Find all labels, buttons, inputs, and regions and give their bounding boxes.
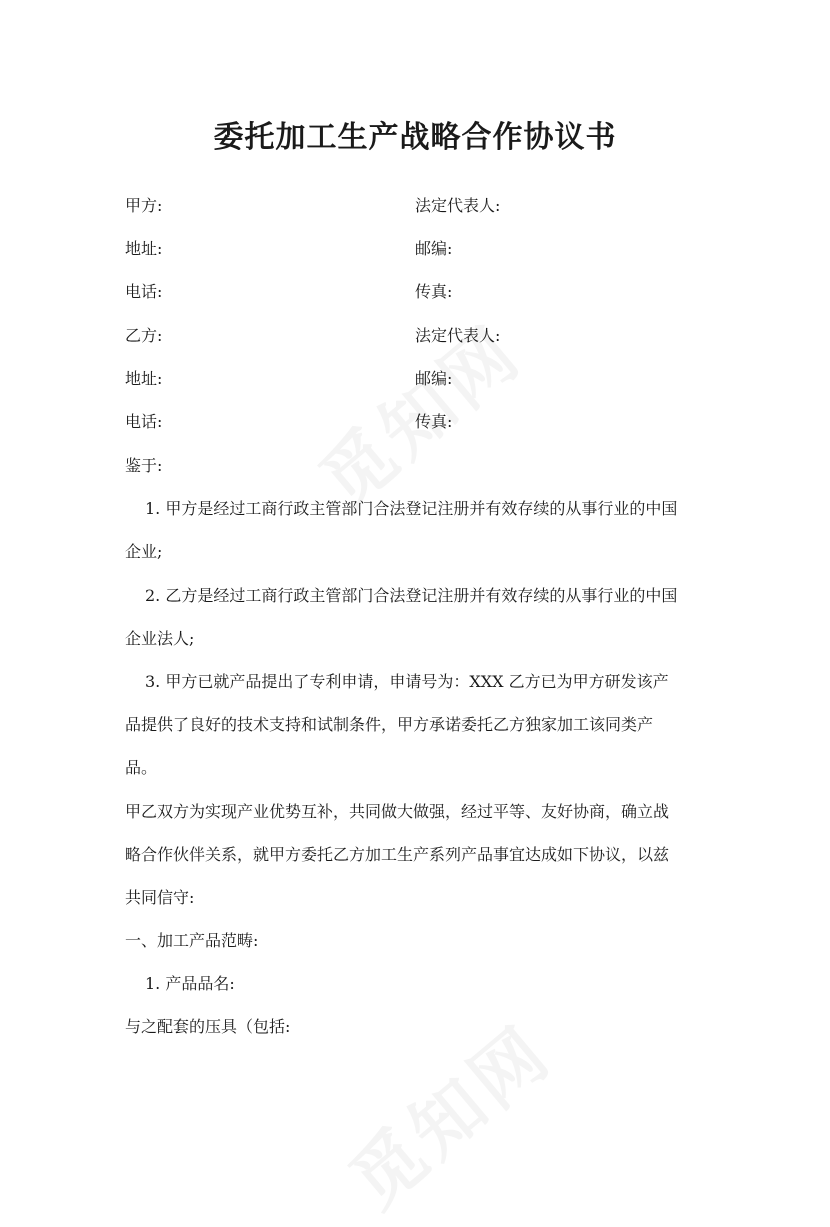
whereas-heading: 鉴于: (125, 456, 163, 475)
whereas-item-1: 1. 甲方是经过工商行政主管部门合法登记注册并有效存续的从事行业的中国 (145, 499, 678, 519)
fax-label: 传真: (415, 282, 453, 302)
field-row (125, 278, 725, 321)
party-b-label: 乙方: (125, 325, 163, 345)
field-row (125, 235, 725, 278)
tooling-line: 与之配套的压具（包括: (125, 1017, 291, 1037)
whereas-item-3-cont: 品提供了良好的技术支持和试制条件，甲方承诺委托乙方独家加工该同类产 (125, 715, 654, 735)
postcode-label: 邮编: (415, 368, 453, 388)
address-label: 地址: (125, 368, 163, 388)
whereas-item-2: 2. 乙方是经过工商行政主管部门合法登记注册并有效存续的从事行业的中国 (145, 585, 678, 605)
phone-label: 电话: (125, 282, 163, 302)
party-a-label: 甲方: (125, 196, 163, 215)
field-row (125, 192, 725, 235)
whereas-item-3-cont: 品。 (125, 758, 158, 778)
whereas-item-1-cont: 企业; (125, 542, 163, 562)
legal-rep-label: 法定代表人: (415, 196, 501, 215)
agreement-body (125, 450, 710, 1055)
legal-rep-label: 法定代表人: (415, 325, 501, 345)
agreement-paragraph: 甲乙双方为实现产业优势互补，共同做大做强，经过平等、友好协商，确立战 (125, 801, 670, 821)
document-title: 委托加工生产战略合作协议书 (213, 120, 617, 155)
whereas-item-3: 3. 甲方已就产品提出了专利申请，申请号为：XXX 乙方已为甲方研发该产 (145, 671, 669, 691)
party-info-fields (125, 192, 725, 451)
whereas-item-2-cont: 企业法人; (125, 628, 195, 648)
field-row (125, 408, 725, 451)
product-name-item: 1. 产品品名: (145, 974, 235, 994)
section-heading: 一、加工产品范畴: (125, 931, 259, 951)
address-label: 地址: (125, 239, 163, 259)
fax-label: 传真: (415, 411, 453, 431)
postcode-label: 邮编: (415, 239, 453, 259)
agreement-paragraph-cont: 共同信守: (125, 887, 195, 907)
field-row (125, 322, 725, 365)
agreement-paragraph-cont: 略合作伙伴关系，就甲方委托乙方加工生产系列产品事宜达成如下协议，以兹 (125, 844, 670, 864)
field-row (125, 365, 725, 408)
phone-label: 电话: (125, 411, 163, 431)
